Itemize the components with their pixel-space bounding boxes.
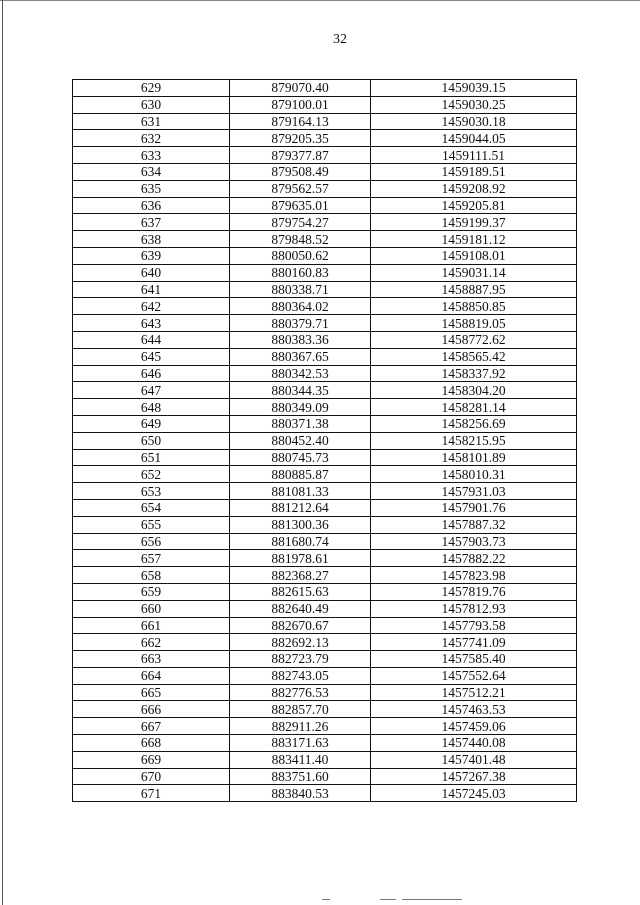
table-row [73, 231, 577, 248]
point-number-cell: 658 [73, 567, 230, 584]
x-coordinate-cell: 882776.53 [230, 684, 371, 701]
point-number-cell: 639 [73, 247, 230, 264]
table-row [73, 365, 577, 382]
x-coordinate-cell: 882640.49 [230, 600, 371, 617]
x-coordinate-cell: 879377.87 [230, 147, 371, 164]
x-coordinate-cell: 880452.40 [230, 432, 371, 449]
point-number-cell: 630 [73, 96, 230, 113]
x-coordinate-cell: 882743.05 [230, 667, 371, 684]
table-row [73, 214, 577, 231]
table-row [73, 583, 577, 600]
point-number-cell: 643 [73, 315, 230, 332]
x-coordinate-cell: 880050.62 [230, 247, 371, 264]
x-coordinate-cell: 882911.26 [230, 718, 371, 735]
x-coordinate-cell: 880160.83 [230, 264, 371, 281]
x-coordinate-cell: 879562.57 [230, 180, 371, 197]
x-coordinate-cell: 881680.74 [230, 533, 371, 550]
table-row [73, 483, 577, 500]
y-coordinate-cell: 1459181.12 [371, 231, 577, 248]
x-coordinate-cell: 882692.13 [230, 634, 371, 651]
x-coordinate-cell: 879100.01 [230, 96, 371, 113]
table-row [73, 415, 577, 432]
point-number-cell: 647 [73, 382, 230, 399]
point-number-cell: 661 [73, 617, 230, 634]
point-number-cell: 634 [73, 163, 230, 180]
y-coordinate-cell: 1458010.31 [371, 466, 577, 483]
point-number-cell: 645 [73, 348, 230, 365]
table-row [73, 399, 577, 416]
y-coordinate-cell: 1458819.05 [371, 315, 577, 332]
coordinates-table-body [73, 80, 577, 802]
point-number-cell: 631 [73, 113, 230, 130]
table-row [73, 751, 577, 768]
point-number-cell: 653 [73, 483, 230, 500]
point-number-cell: 655 [73, 516, 230, 533]
x-coordinate-cell: 880371.38 [230, 415, 371, 432]
point-number-cell: 660 [73, 600, 230, 617]
table-row [73, 667, 577, 684]
table-row [73, 113, 577, 130]
y-coordinate-cell: 1458337.92 [371, 365, 577, 382]
x-coordinate-cell: 881081.33 [230, 483, 371, 500]
x-coordinate-cell: 881300.36 [230, 516, 371, 533]
y-coordinate-cell: 1458772.62 [371, 331, 577, 348]
x-coordinate-cell: 883751.60 [230, 768, 371, 785]
x-coordinate-cell: 880364.02 [230, 298, 371, 315]
table-row [73, 315, 577, 332]
y-coordinate-cell: 1457741.09 [371, 634, 577, 651]
point-number-cell: 646 [73, 365, 230, 382]
x-coordinate-cell: 883840.53 [230, 785, 371, 802]
table-row [73, 432, 577, 449]
point-number-cell: 657 [73, 550, 230, 567]
y-coordinate-cell: 1459108.01 [371, 247, 577, 264]
y-coordinate-cell: 1457585.40 [371, 651, 577, 668]
table-row [73, 247, 577, 264]
y-coordinate-cell: 1457903.73 [371, 533, 577, 550]
x-coordinate-cell: 883411.40 [230, 751, 371, 768]
point-number-cell: 644 [73, 331, 230, 348]
table-row [73, 567, 577, 584]
point-number-cell: 654 [73, 499, 230, 516]
page-top-edge [0, 0, 640, 1]
y-coordinate-cell: 1457819.76 [371, 583, 577, 600]
point-number-cell: 641 [73, 281, 230, 298]
table-row [73, 634, 577, 651]
x-coordinate-cell: 879205.35 [230, 130, 371, 147]
table-row [73, 180, 577, 197]
table-row [73, 147, 577, 164]
table-row [73, 331, 577, 348]
y-coordinate-cell: 1458304.20 [371, 382, 577, 399]
table-row [73, 735, 577, 752]
footer-mark [322, 899, 330, 900]
y-coordinate-cell: 1457823.98 [371, 567, 577, 584]
page-left-edge [2, 0, 3, 905]
point-number-cell: 652 [73, 466, 230, 483]
point-number-cell: 671 [73, 785, 230, 802]
point-number-cell: 642 [73, 298, 230, 315]
y-coordinate-cell: 1457552.64 [371, 667, 577, 684]
table-row [73, 617, 577, 634]
y-coordinate-cell: 1459189.51 [371, 163, 577, 180]
table-row [73, 718, 577, 735]
table-row [73, 785, 577, 802]
y-coordinate-cell: 1459039.15 [371, 80, 577, 97]
x-coordinate-cell: 882615.63 [230, 583, 371, 600]
table-row [73, 348, 577, 365]
table-row [73, 449, 577, 466]
y-coordinate-cell: 1457793.58 [371, 617, 577, 634]
footer-mark [402, 899, 462, 900]
x-coordinate-cell: 881978.61 [230, 550, 371, 567]
x-coordinate-cell: 882368.27 [230, 567, 371, 584]
point-number-cell: 664 [73, 667, 230, 684]
y-coordinate-cell: 1458215.95 [371, 432, 577, 449]
point-number-cell: 662 [73, 634, 230, 651]
x-coordinate-cell: 879508.49 [230, 163, 371, 180]
point-number-cell: 651 [73, 449, 230, 466]
x-coordinate-cell: 879635.01 [230, 197, 371, 214]
point-number-cell: 650 [73, 432, 230, 449]
x-coordinate-cell: 880338.71 [230, 281, 371, 298]
table-row [73, 264, 577, 281]
y-coordinate-cell: 1457459.06 [371, 718, 577, 735]
x-coordinate-cell: 879848.52 [230, 231, 371, 248]
y-coordinate-cell: 1459205.81 [371, 197, 577, 214]
point-number-cell: 638 [73, 231, 230, 248]
y-coordinate-cell: 1457931.03 [371, 483, 577, 500]
y-coordinate-cell: 1459111.51 [371, 147, 577, 164]
y-coordinate-cell: 1459199.37 [371, 214, 577, 231]
coordinates-table [72, 79, 577, 802]
point-number-cell: 633 [73, 147, 230, 164]
table-row [73, 516, 577, 533]
table-row [73, 281, 577, 298]
y-coordinate-cell: 1458101.89 [371, 449, 577, 466]
y-coordinate-cell: 1457512.21 [371, 684, 577, 701]
point-number-cell: 663 [73, 651, 230, 668]
x-coordinate-cell: 882857.70 [230, 701, 371, 718]
point-number-cell: 665 [73, 684, 230, 701]
point-number-cell: 632 [73, 130, 230, 147]
table-row [73, 701, 577, 718]
y-coordinate-cell: 1457440.08 [371, 735, 577, 752]
table-row [73, 197, 577, 214]
y-coordinate-cell: 1459030.25 [371, 96, 577, 113]
y-coordinate-cell: 1458281.14 [371, 399, 577, 416]
point-number-cell: 668 [73, 735, 230, 752]
point-number-cell: 659 [73, 583, 230, 600]
point-number-cell: 666 [73, 701, 230, 718]
x-coordinate-cell: 881212.64 [230, 499, 371, 516]
table-row [73, 466, 577, 483]
x-coordinate-cell: 882670.67 [230, 617, 371, 634]
table-row [73, 130, 577, 147]
table-row [73, 768, 577, 785]
x-coordinate-cell: 880367.65 [230, 348, 371, 365]
table-row [73, 298, 577, 315]
table-row [73, 163, 577, 180]
point-number-cell: 669 [73, 751, 230, 768]
x-coordinate-cell: 880885.87 [230, 466, 371, 483]
y-coordinate-cell: 1457463.53 [371, 701, 577, 718]
x-coordinate-cell: 880745.73 [230, 449, 371, 466]
table-row [73, 550, 577, 567]
page-number: 32 [333, 32, 347, 47]
x-coordinate-cell: 880344.35 [230, 382, 371, 399]
footer-mark [380, 899, 396, 900]
table-row [73, 684, 577, 701]
point-number-cell: 670 [73, 768, 230, 785]
y-coordinate-cell: 1457887.32 [371, 516, 577, 533]
point-number-cell: 648 [73, 399, 230, 416]
y-coordinate-cell: 1458256.69 [371, 415, 577, 432]
table-row [73, 533, 577, 550]
x-coordinate-cell: 879754.27 [230, 214, 371, 231]
point-number-cell: 656 [73, 533, 230, 550]
point-number-cell: 667 [73, 718, 230, 735]
x-coordinate-cell: 882723.79 [230, 651, 371, 668]
point-number-cell: 640 [73, 264, 230, 281]
y-coordinate-cell: 1457245.03 [371, 785, 577, 802]
y-coordinate-cell: 1459044.05 [371, 130, 577, 147]
y-coordinate-cell: 1458887.95 [371, 281, 577, 298]
point-number-cell: 635 [73, 180, 230, 197]
x-coordinate-cell: 879070.40 [230, 80, 371, 97]
x-coordinate-cell: 883171.63 [230, 735, 371, 752]
point-number-cell: 637 [73, 214, 230, 231]
y-coordinate-cell: 1458850.85 [371, 298, 577, 315]
y-coordinate-cell: 1457812.93 [371, 600, 577, 617]
y-coordinate-cell: 1457401.48 [371, 751, 577, 768]
table-row [73, 499, 577, 516]
point-number-cell: 636 [73, 197, 230, 214]
x-coordinate-cell: 880342.53 [230, 365, 371, 382]
x-coordinate-cell: 880349.09 [230, 399, 371, 416]
x-coordinate-cell: 879164.13 [230, 113, 371, 130]
y-coordinate-cell: 1457882.22 [371, 550, 577, 567]
y-coordinate-cell: 1457901.76 [371, 499, 577, 516]
y-coordinate-cell: 1459208.92 [371, 180, 577, 197]
x-coordinate-cell: 880383.36 [230, 331, 371, 348]
point-number-cell: 649 [73, 415, 230, 432]
table-row [73, 80, 577, 97]
point-number-cell: 629 [73, 80, 230, 97]
y-coordinate-cell: 1457267.38 [371, 768, 577, 785]
y-coordinate-cell: 1458565.42 [371, 348, 577, 365]
table-row [73, 96, 577, 113]
table-row [73, 651, 577, 668]
y-coordinate-cell: 1459030.18 [371, 113, 577, 130]
x-coordinate-cell: 880379.71 [230, 315, 371, 332]
y-coordinate-cell: 1459031.14 [371, 264, 577, 281]
table-row [73, 382, 577, 399]
table-row [73, 600, 577, 617]
